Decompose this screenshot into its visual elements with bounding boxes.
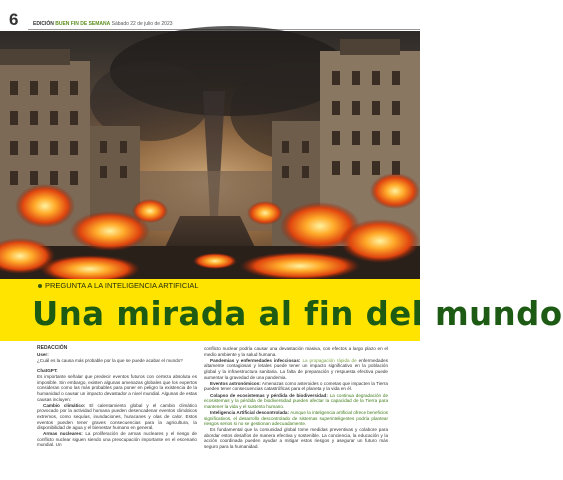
article-column-right <box>204 346 388 450</box>
kicker-text: PREGUNTA A LA INTELIGENCIA ARTIFICIAL <box>45 281 199 290</box>
edition-label: EDICIÓN <box>33 21 54 27</box>
edition-name: BUEN FIN DE SEMANA <box>55 21 111 27</box>
eco-paragraph <box>204 393 388 410</box>
apocalyptic-city-photo <box>0 31 420 279</box>
user-label: User: <box>37 352 49 358</box>
byline: REDACCIÓN <box>37 345 68 351</box>
intro-paragraph: Es importante señalar que predecir eventos futuros con certeza absoluta es imposible. Sin embargo, existen algunas amenazas globales que los expertos consideran como las más probables para poner en peligro la existencia de la humanidad o causar un impacto devastador a nivel mundial. Algunas de estas causas incluyen: <box>37 374 197 402</box>
eco-term: Colapso de ecosistemas y pérdida de biodiversidad: <box>210 392 328 398</box>
chatgpt-label: ChatGPT: <box>37 367 58 373</box>
climate-text: El calentamiento global y el cambio climático provocado por la actividad humana pueden desencadenar eventos climáticos extremos, como sequías, inundaciones, huracanes y olas de calor. Estos eventos pueden tener graves consecuencias para la agricultura, la disponibilidad de agua y el bienestar humano en general. <box>37 402 198 431</box>
astro-text: Amenazas como asteroides o cometas que impacten la Tierra pueden tener consecuencias catastróficas para el planeta y la vida en él. <box>204 380 388 392</box>
user-question: ¿Cuál es la causa más probable por la que se puede acabar el mundo? <box>37 358 183 364</box>
nuclear-text: La proliferación de armas nucleares y el riesgo de conflicto nuclear siguen siendo una preocupación importante en el escenario mundial. Un <box>37 431 197 448</box>
climate-term: Cambio climático: <box>43 402 86 408</box>
pandemic-term: Pandemias y enfermedades infecciosas: <box>210 357 301 363</box>
ai-text: Aunque la inteligencia artificial ofrece beneficios significativos, el desarrollo descontrolado de sistemas superinteligentes podría plantear riesgos serios si no se gestionan adecuadamente. <box>204 409 388 427</box>
nuclear-continuation: conflicto nuclear podría causar una devastación masiva, con efectos a largo plazo en el medio ambiente y la salud humana. <box>204 346 388 357</box>
section-kicker <box>38 281 199 290</box>
astro-term: Eventos astronómicos: <box>210 380 261 386</box>
edition-date: Sábado 22 de julio de 2023 <box>111 21 173 27</box>
page-header <box>0 0 420 30</box>
pandemic-paragraph <box>204 358 388 380</box>
climate-paragraph <box>37 403 197 431</box>
pandemic-text-a: La propagación rápida de <box>302 357 357 363</box>
ai-paragraph <box>204 410 388 427</box>
eco-text: La continua degradación de ecosistemas y la pérdida de biodiversidad pueden afectar la capacidad de la Tierra para mantener la vida y el sustento humano. <box>204 392 389 409</box>
astro-paragraph <box>204 381 388 392</box>
closing-paragraph: Es fundamental que la comunidad global tome medidas preventivas y colabore para abordar estos desafíos de manera efectiva y sostenible. La conciencia, la educación y la acción coordinada pueden ayudar a mitigar estos riesgos y asegurar un futuro más seguro para la humanidad. <box>204 427 388 450</box>
ai-term: Inteligencia Artificial descontrolada: <box>210 409 290 415</box>
bullet-dot-icon <box>38 284 42 288</box>
page-number: 6 <box>9 10 19 29</box>
headline-banner <box>0 279 563 341</box>
headline: Una mirada al fin del mundo <box>32 294 563 333</box>
edition-line <box>33 22 173 27</box>
nuclear-paragraph <box>37 431 197 448</box>
nuclear-term: Armas nucleares: <box>43 431 83 437</box>
article-column-left <box>37 346 197 449</box>
pandemic-text-b: enfermedades altamente contagiosas y letales puede tener un impacto significativo en la población global y la infraestructura sanitaria. La falta de preparación y respuesta efectiva puede aumentar la gravedad de una pandemia. <box>204 357 389 380</box>
